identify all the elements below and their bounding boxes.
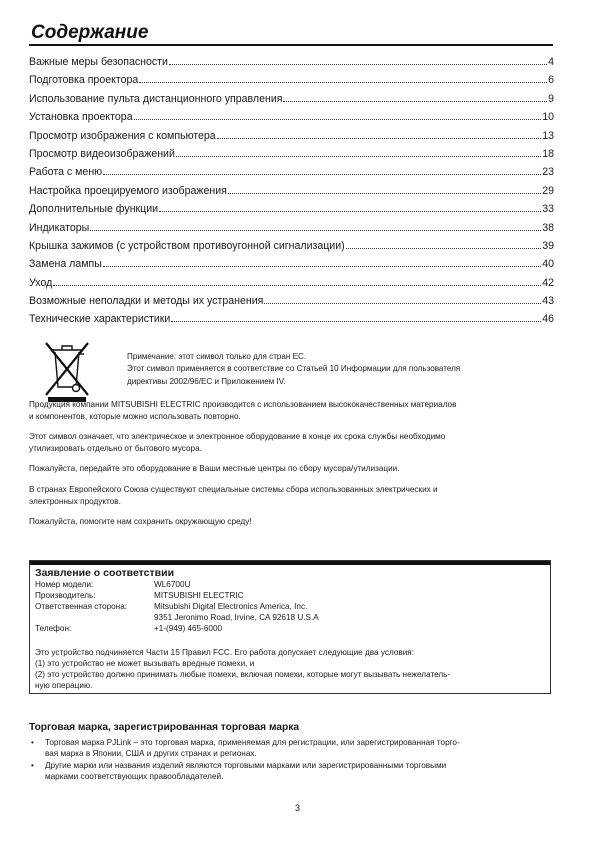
- trademark-item: [29, 760, 551, 782]
- conformity-row-manufacturer: [35, 590, 244, 601]
- toc-entry-page: 42: [542, 276, 554, 289]
- paragraph-collection-centres: [29, 463, 555, 475]
- conformity-value: MITSUBISHI ELECTRIC: [154, 591, 244, 600]
- toc-entry-page: 23: [542, 166, 554, 179]
- conformity-key: Ответственная сторона:: [35, 602, 128, 611]
- table-of-contents: [29, 56, 554, 332]
- toc-entry-label: Подготовка проектора: [29, 74, 139, 87]
- toc-entry[interactable]: [29, 185, 554, 203]
- toc-entry-label: Важные меры безопасности: [29, 56, 168, 68]
- toc-leader-dots: [90, 222, 541, 231]
- toc-entry-label: Установка проектора: [29, 111, 133, 124]
- toc-leader-dots: [103, 166, 541, 175]
- conformity-top-rule: [30, 561, 550, 565]
- paragraph-line: Пожалуйста, помогите нам сохранить окружающую среду!: [29, 517, 252, 526]
- conformity-declaration-box: [29, 560, 551, 694]
- toc-entry-label: Уход: [29, 276, 53, 289]
- toc-entry[interactable]: [29, 277, 554, 295]
- paragraph-line: Продукция компании MITSUBISHI ELECTRIC производится с использованием высококачественных материалов: [29, 400, 457, 409]
- page-number: 3: [294, 803, 300, 813]
- paragraph-line: утилизировать отдельно от бытового мусора.: [29, 444, 202, 454]
- toc-entry[interactable]: [29, 222, 554, 240]
- toc-leader-dots: [283, 93, 547, 102]
- toc-entry-label: Замена лампы: [29, 258, 102, 271]
- toc-leader-dots: [169, 56, 547, 65]
- toc-entry-page: 18: [542, 147, 554, 160]
- conformity-value: WL6700U: [154, 580, 191, 589]
- toc-entry-page: 39: [542, 239, 554, 252]
- fcc-line: ную операцию.: [35, 681, 93, 690]
- conformity-key: Производитель:: [35, 591, 96, 600]
- conformity-title: Заявление о соответствии: [35, 567, 175, 579]
- fcc-statement: [35, 647, 547, 691]
- crossed-out-wheelie-bin-icon: [38, 335, 96, 403]
- conformity-value: Mitsubishi Digital Electronics America, Inc.: [154, 602, 308, 611]
- toc-entry-label: Индикаторы: [29, 221, 90, 234]
- paragraph-line: Пожалуйста, передайте это оборудование в Ваши местные центры по сбору мусора/утилизации.: [29, 464, 400, 473]
- toc-entry-page: 4: [548, 56, 554, 68]
- weee-note-line: Этот символ применяется в соответствие со Статьей 10 Информации для пользователя: [127, 364, 461, 374]
- paragraph-line: В странах Европейского Союза существуют специальные системы сбора использованных электрических и: [29, 485, 438, 494]
- toc-leader-dots: [103, 258, 541, 267]
- trademarks-title: Торговая марка, зарегистрированная торговая марка: [29, 722, 300, 733]
- toc-entry[interactable]: [29, 258, 554, 276]
- toc-entry-page: 43: [542, 295, 554, 308]
- paragraph-separate-disposal: [29, 431, 555, 455]
- conformity-value: +1-(949) 465-6000: [154, 624, 223, 633]
- toc-leader-dots: [159, 203, 541, 212]
- toc-leader-dots: [53, 277, 541, 286]
- toc-leader-dots: [134, 111, 542, 120]
- toc-entry-label: Настройка проецируемого изображения: [29, 184, 227, 197]
- fcc-line: (1) это устройство не может вызывать вредные помехи, и: [35, 659, 255, 668]
- conformity-value: 9351 Jeronimo Road, Irvine, CA 92618 U.S.A: [154, 613, 319, 622]
- title-rule: [29, 44, 553, 46]
- toc-entry-page: 6: [548, 74, 554, 87]
- toc-entry-label: Использование пульта дистанционного управления: [29, 92, 283, 105]
- toc-entry[interactable]: [29, 56, 554, 74]
- toc-entry-label: Дополнительные функции: [29, 203, 159, 216]
- fcc-line: (2) это устройство должно принимать любые помехи, включая помехи, которые могут вызывать нежелатель-: [35, 670, 451, 679]
- toc-entry-page: 46: [542, 313, 554, 326]
- toc-entry[interactable]: [29, 130, 554, 148]
- toc-entry[interactable]: [29, 203, 554, 221]
- trademark-line: Другие марки или названия изделий являются торговыми марками или зарегистрированными торговыми: [45, 761, 447, 770]
- toc-leader-dots: [264, 295, 541, 304]
- toc-entry-page: 38: [542, 221, 554, 234]
- trademark-item: [29, 737, 551, 759]
- toc-entry[interactable]: [29, 74, 554, 92]
- toc-leader-dots: [171, 313, 541, 322]
- toc-leader-dots: [228, 185, 541, 194]
- toc-leader-dots: [139, 74, 547, 83]
- toc-entry-page: 33: [542, 203, 554, 216]
- weee-notes: [127, 351, 547, 388]
- paragraph-environment: [29, 516, 555, 528]
- toc-entry-label: Просмотр видеоизображений: [29, 147, 175, 160]
- conformity-row-address: [35, 612, 319, 623]
- bullet-icon: •: [31, 738, 34, 747]
- toc-entry-page: 29: [542, 184, 554, 197]
- paragraph-materials: [29, 399, 555, 423]
- bullet-icon: •: [31, 761, 34, 770]
- weee-note-line: директивы 2002/96/ЕС и Приложением IV.: [127, 376, 286, 386]
- conformity-key: Номер модели:: [35, 580, 94, 589]
- toc-entry-page: 40: [542, 258, 554, 271]
- toc-entry[interactable]: [29, 166, 554, 184]
- toc-entry-label: Крышка зажимов (с устройством противоугонной сигнализации): [29, 239, 345, 252]
- toc-entry[interactable]: [29, 93, 554, 111]
- toc-entry[interactable]: [29, 148, 554, 166]
- toc-entry[interactable]: [29, 240, 554, 258]
- toc-entry-page: 10: [542, 111, 554, 124]
- toc-entry-page: 13: [542, 129, 554, 142]
- weee-note-line: Примечание: этот символ только для стран ЕС.: [127, 352, 307, 361]
- conformity-key: Телефон:: [35, 624, 72, 633]
- toc-entry-label: Работа с меню: [29, 166, 103, 179]
- conformity-row-phone: [35, 623, 222, 634]
- toc-entry-label: Просмотр изображения с компьютера: [29, 129, 216, 142]
- paragraph-eu-systems: [29, 484, 555, 508]
- trademark-line: Торговая марка PJLink – это торговая марка, применяемая для регистрации, или зарегистрированная торго-: [45, 738, 460, 747]
- toc-entry[interactable]: [29, 295, 554, 313]
- toc-entry-label: Возможные неполадки и методы их устранения: [29, 295, 264, 308]
- toc-leader-dots: [346, 240, 542, 249]
- conformity-row-responsible-party: [35, 601, 307, 612]
- paragraph-line: и компонентов, которые можно использовать повторно.: [29, 412, 241, 422]
- toc-entry[interactable]: [29, 111, 554, 129]
- conformity-row-model: [35, 579, 190, 590]
- page-title: Содержание: [31, 22, 149, 43]
- toc-leader-dots: [176, 148, 541, 157]
- toc-entry-label: Технические характеристики: [29, 313, 171, 326]
- trademark-line: марками соответствующих правообладателей.: [45, 772, 224, 781]
- trademark-line: вая марка в Японии, США и других странах и регионах.: [45, 749, 257, 758]
- paragraph-line: электронных продуктов.: [29, 497, 121, 507]
- trademarks-list: [29, 737, 551, 783]
- toc-entry-page: 9: [548, 92, 554, 105]
- toc-leader-dots: [217, 130, 542, 139]
- toc-entry[interactable]: [29, 313, 554, 331]
- fcc-line: Это устройство подчиняется Части 15 Правил FCC. Его работа допускает следующие два условия:: [35, 648, 415, 657]
- paragraph-line: Этот символ означает, что электрическое и электронное оборудование в конце их срока службы необходимо: [29, 432, 446, 441]
